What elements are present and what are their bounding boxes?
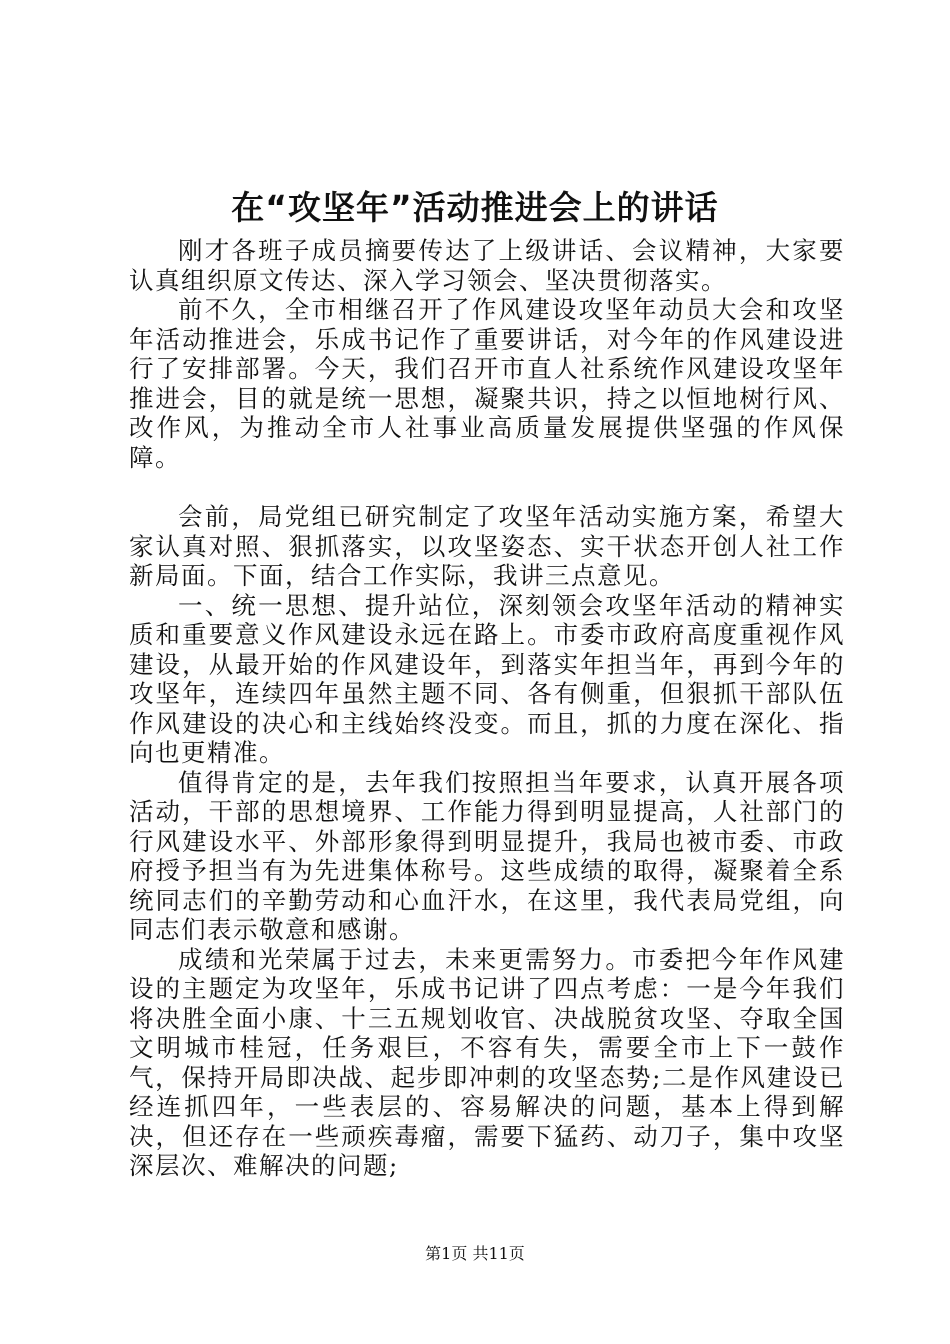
- document-body: [129, 236, 845, 1181]
- paragraph-3: 会前，局党组已研究制定了攻坚年活动实施方案，希望大家认真对照、狠抓落实，以攻坚姿态、实干状态开创人社工作新局面。下面，结合工作实际，我讲三点意见。: [129, 502, 845, 590]
- paragraph-4: 一、统一思想、提升站位，深刻领会攻坚年活动的精神实质和重要意义作风建设永远在路上。市委市政府高度重视作风建设，从最开始的作风建设年，到落实年担当年，再到今年的攻坚年，连续四年虽然主题不同、各有侧重，但狠抓干部队伍作风建设的决心和主线始终没变。而且，抓的力度在深化、指向也更精准。: [129, 590, 845, 767]
- paragraph-spacer: [129, 472, 845, 502]
- paragraph-5: 值得肯定的是，去年我们按照担当年要求，认真开展各项活动，干部的思想境界、工作能力得到明显提高，人社部门的行风建设水平、外部形象得到明显提升，我局也被市委、市政府授予担当有为先进集体称号。这些成绩的取得，凝聚着全系统同志们的辛勤劳动和心血汗水，在这里，我代表局党组，向同志们表示敬意和感谢。: [129, 767, 845, 944]
- paragraph-6: 成绩和光荣属于过去，未来更需努力。市委把今年作风建设的主题定为攻坚年，乐成书记讲了四点考虑：一是今年我们将决胜全面小康、十三五规划收官、决战脱贫攻坚、夺取全国文明城市桂冠，任务艰巨，不容有失，需要全市上下一鼓作气，保持开局即决战、起步即冲刺的攻坚态势;二是作风建设已经连抓四年，一些表层的、容易解决的问题，基本上得到解决，但还存在一些顽疾毒瘤，需要下猛药、动刀子，集中攻坚深层次、难解决的问题;: [129, 944, 845, 1180]
- paragraph-2: 前不久，全市相继召开了作风建设攻坚年动员大会和攻坚年活动推进会，乐成书记作了重要讲话，对今年的作风建设进行了安排部署。今天，我们召开市直人社系统作风建设攻坚年推进会，目的就是统一思想，凝聚共识，持之以恒地树行风、改作风，为推动全市人社事业高质量发展提供坚强的作风保障。: [129, 295, 845, 472]
- page-number-footer: 第1页 共11页: [425, 1244, 525, 1263]
- document-title: 在“攻坚年”活动推进会上的讲话: [231, 188, 719, 227]
- paragraph-1: 刚才各班子成员摘要传达了上级讲话、会议精神，大家要认真组织原文传达、深入学习领会、坚决贯彻落实。: [129, 236, 845, 295]
